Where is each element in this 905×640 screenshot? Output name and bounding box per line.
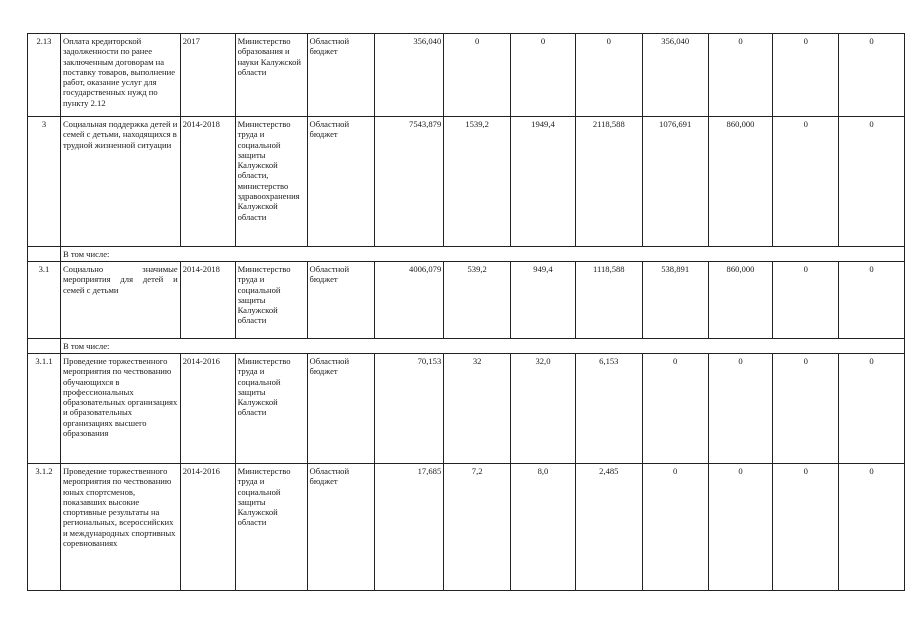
source-cell: Областной бюджет — [307, 354, 375, 464]
total-cell: 17,685 — [375, 464, 444, 591]
year-2016-cell: 2118,588 — [575, 117, 642, 247]
year-2015-cell: 1949,4 — [511, 117, 576, 247]
source-cell: Областной бюджет — [307, 117, 375, 247]
row-number: 3.1.2 — [28, 464, 61, 591]
year-2019-cell: 0 — [773, 262, 839, 339]
executor-cell: Министерство труда и социальной защиты Калужской области — [235, 354, 307, 464]
total-cell: 4006,079 — [375, 262, 444, 339]
year-2016-cell: 2,485 — [575, 464, 642, 591]
year-2020-cell: 0 — [839, 354, 905, 464]
year-2015-cell: 32,0 — [511, 354, 576, 464]
total-cell: 70,153 — [375, 354, 444, 464]
year-2019-cell: 0 — [773, 464, 839, 591]
period-cell: 2014-2016 — [180, 464, 235, 591]
year-2017-cell: 0 — [642, 354, 708, 464]
row-number: 2.13 — [28, 34, 61, 117]
year-2016-cell: 6,153 — [575, 354, 642, 464]
executor-cell: Министерство труда и социальной защиты Калужской области, министерство здравоохранения Калужской области — [235, 117, 307, 247]
executor-cell: Министерство образования и науки Калужской области — [235, 34, 307, 117]
year-2018-cell: 0 — [708, 34, 773, 117]
table-row — [28, 354, 905, 464]
row-number: 3 — [28, 117, 61, 247]
year-2020-cell: 0 — [839, 117, 905, 247]
year-2015-cell: 0 — [511, 34, 576, 117]
measure-name: Проведение торжественного мероприятия по чествованию обучающихся в профессиональных образовательных организациях и образовательных организациях высшего образования — [60, 354, 180, 464]
measure-name: Социально значимые мероприятия для детей и семей с детьми — [60, 262, 180, 339]
subheader-row — [28, 247, 905, 262]
period-cell: 2014-2018 — [180, 262, 235, 339]
year-2015-cell: 949,4 — [511, 262, 576, 339]
year-2014-cell: 7,2 — [444, 464, 511, 591]
year-2018-cell: 0 — [708, 464, 773, 591]
year-2017-cell: 1076,691 — [642, 117, 708, 247]
source-cell: Областной бюджет — [307, 464, 375, 591]
year-2020-cell: 0 — [839, 464, 905, 591]
subheader-row — [28, 339, 905, 354]
year-2016-cell: 0 — [575, 34, 642, 117]
year-2014-cell: 0 — [444, 34, 511, 117]
table-row — [28, 464, 905, 591]
source-cell: Областной бюджет — [307, 34, 375, 117]
period-cell: 2017 — [180, 34, 235, 117]
total-cell: 7543,879 — [375, 117, 444, 247]
budget-table — [27, 33, 905, 591]
year-2018-cell: 860,000 — [708, 262, 773, 339]
year-2016-cell: 1118,588 — [575, 262, 642, 339]
year-2020-cell: 0 — [839, 34, 905, 117]
year-2019-cell: 0 — [773, 34, 839, 117]
year-2014-cell: 1539,2 — [444, 117, 511, 247]
total-cell: 356,040 — [375, 34, 444, 117]
table-row — [28, 117, 905, 247]
subheader-label: В том числе: — [60, 339, 904, 354]
year-2017-cell: 0 — [642, 464, 708, 591]
period-cell: 2014-2016 — [180, 354, 235, 464]
executor-cell: Министерство труда и социальной защиты Калужской области — [235, 464, 307, 591]
year-2020-cell: 0 — [839, 262, 905, 339]
measure-name: Проведение торжественного мероприятия по чествованию юных спортсменов, показавших высокие спортивные результаты на региональных, всероссийских и международных спортивных соревнованиях — [60, 464, 180, 591]
year-2015-cell: 8,0 — [511, 464, 576, 591]
table-row — [28, 262, 905, 339]
year-2014-cell: 539,2 — [444, 262, 511, 339]
year-2018-cell: 0 — [708, 354, 773, 464]
year-2017-cell: 538,891 — [642, 262, 708, 339]
measure-name: Оплата кредиторской задолженности по ранее заключенным договорам на поставку товаров, выполнение работ, оказание услуг для государственных нужд по пункту 2.12 — [60, 34, 180, 117]
row-number: 3.1.1 — [28, 354, 61, 464]
year-2014-cell: 32 — [444, 354, 511, 464]
year-2018-cell: 860,000 — [708, 117, 773, 247]
executor-cell: Министерство труда и социальной защиты Калужской области — [235, 262, 307, 339]
period-cell: 2014-2018 — [180, 117, 235, 247]
subheader-label: В том числе: — [60, 247, 904, 262]
source-cell: Областной бюджет — [307, 262, 375, 339]
year-2017-cell: 356,040 — [642, 34, 708, 117]
measure-name: Социальная поддержка детей и семей с детьми, находящихся в трудной жизненной ситуации — [60, 117, 180, 247]
year-2019-cell: 0 — [773, 354, 839, 464]
row-number: 3.1 — [28, 262, 61, 339]
year-2019-cell: 0 — [773, 117, 839, 247]
table-row — [28, 34, 905, 117]
